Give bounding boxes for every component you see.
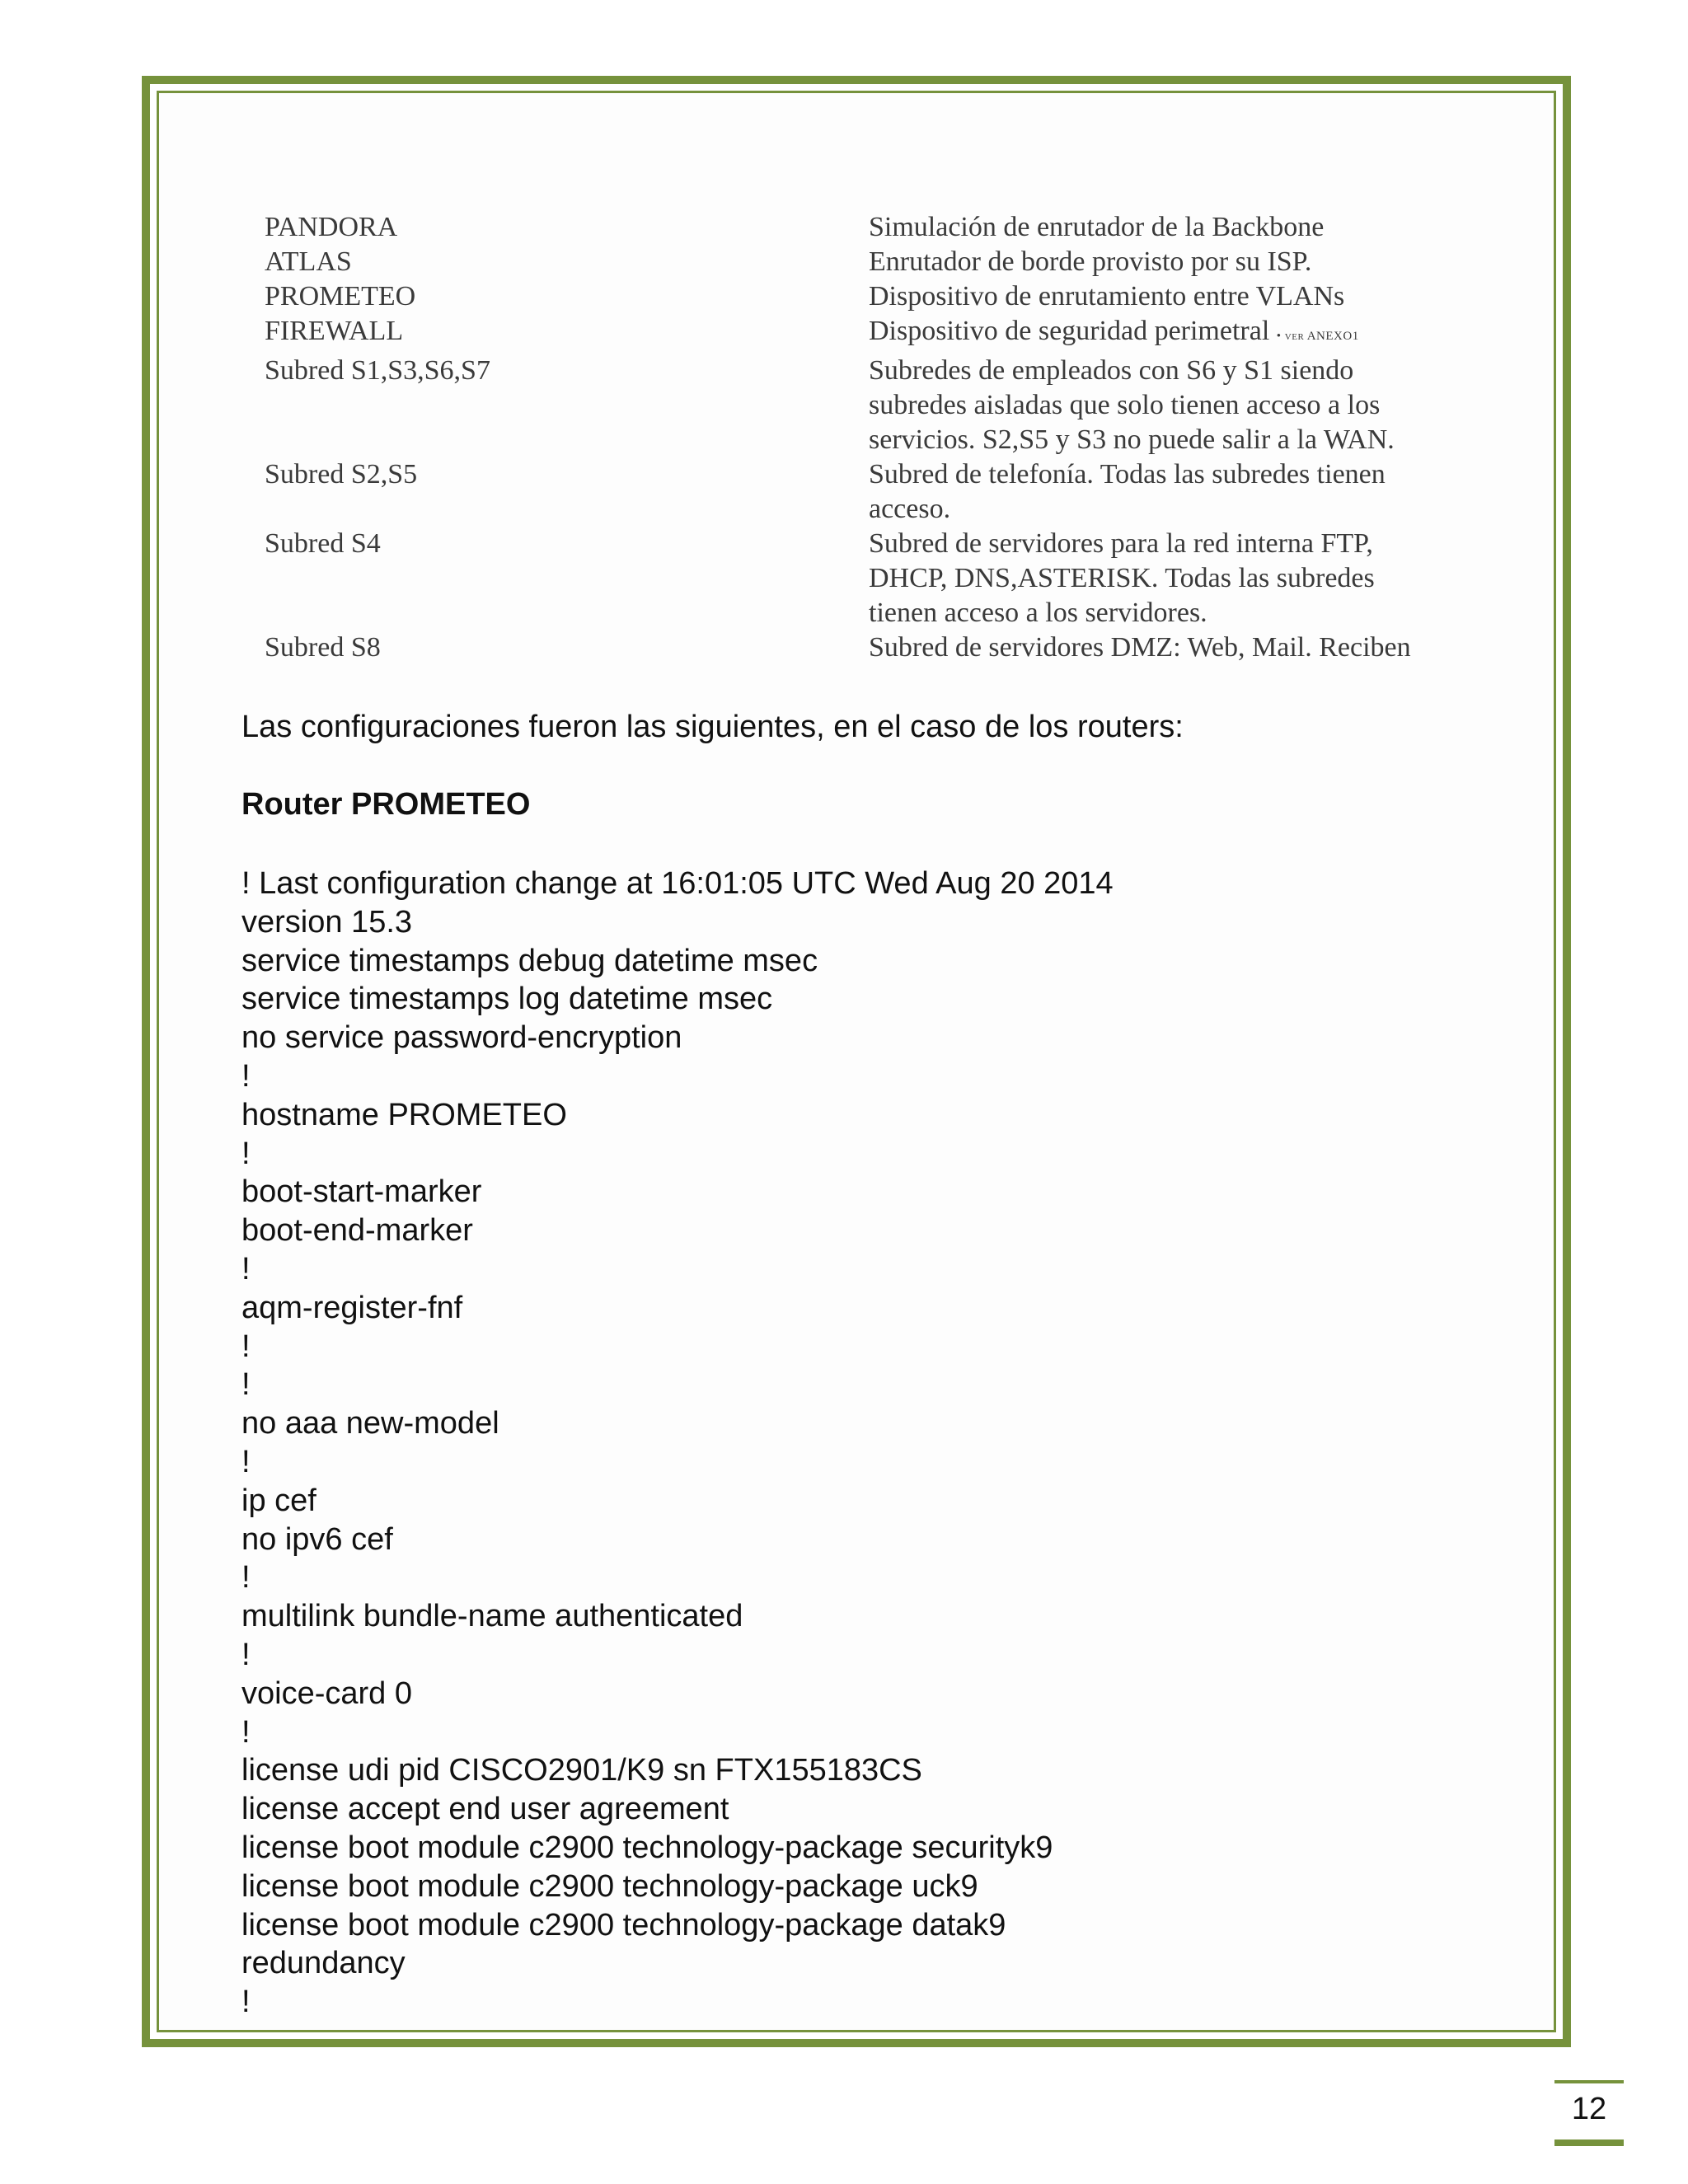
device-table-row: [265, 354, 1460, 457]
device-description-line: [869, 245, 1460, 279]
device-description-line: [869, 630, 1460, 665]
device-description: [869, 279, 1460, 314]
config-line: boot-start-marker: [241, 1174, 482, 1210]
router-config-block: [241, 865, 1114, 2022]
device-name: FIREWALL: [265, 316, 404, 346]
device-name: Subred S1,S3,S6,S7: [265, 355, 490, 386]
device-description-text: servicios. S2,S5 y S3 no puede salir a la WAN.: [869, 424, 1395, 455]
device-description: [869, 314, 1460, 354]
device-description-text: Subred de servidores DMZ: Web, Mail. Reciben: [869, 632, 1411, 663]
device-table-row: [265, 527, 1460, 630]
device-description-line: [869, 492, 1460, 527]
device-description-line: [869, 314, 1460, 354]
config-line: !: [241, 1444, 251, 1479]
config-line: !: [241, 1367, 251, 1403]
device-description-text: subredes aisladas que solo tienen acceso a los: [869, 390, 1381, 420]
page-border-inner: [157, 91, 1556, 2032]
config-line: !: [241, 1560, 251, 1596]
device-description-text: Subred de servidores para la red interna FTP,: [869, 528, 1373, 559]
config-line: no ipv6 cef: [241, 1521, 393, 1557]
device-description-line: [869, 388, 1460, 423]
device-description: [869, 527, 1460, 630]
device-description-line: [869, 561, 1460, 596]
page-content-area: [159, 93, 1554, 2030]
device-description: [869, 210, 1460, 245]
device-name: Subred S4: [265, 528, 381, 559]
device-table-row: [265, 210, 1460, 245]
device-description-line: [869, 210, 1460, 245]
device-description-text: Simulación de enrutador de la Backbone: [869, 212, 1325, 242]
device-description: [869, 245, 1460, 279]
config-line: no aaa new-model: [241, 1406, 499, 1441]
config-line: license boot module c2900 technology-package uck9: [241, 1868, 978, 1904]
config-line: multilink bundle-name authenticated: [241, 1599, 743, 1634]
device-table-row: [265, 245, 1460, 279]
config-line: !: [241, 1251, 251, 1286]
config-line: voice-card 0: [241, 1675, 412, 1711]
device-name: ATLAS: [265, 246, 352, 277]
device-name: PROMETEO: [265, 281, 416, 312]
device-name: Subred S8: [265, 632, 381, 663]
device-description: [869, 354, 1460, 457]
config-line: ip cef: [241, 1483, 316, 1518]
device-description-text: DHCP, DNS,ASTERISK. Todas las subredes: [869, 563, 1375, 593]
device-description-line: [869, 354, 1460, 388]
device-description-line: [869, 279, 1460, 314]
config-line: ! Last configuration change at 16:01:05 UTC Wed Aug 20 2014: [241, 866, 1114, 901]
device-description-text: Subredes de empleados con S6 y S1 siendo: [869, 355, 1354, 386]
device-table-row: [265, 457, 1460, 527]
config-line: service timestamps debug datetime msec: [241, 943, 818, 978]
device-description-line: [869, 527, 1460, 561]
device-table: [265, 210, 1460, 665]
device-description-line: [869, 457, 1460, 492]
device-table-row: [265, 279, 1460, 314]
device-description-text: tienen acceso a los servidores.: [869, 598, 1207, 628]
device-description-text: acceso.: [869, 494, 951, 524]
device-description-text: Dispositivo de seguridad perimetral: [869, 316, 1270, 346]
device-table-row: [265, 630, 1460, 665]
config-line: !: [241, 1714, 251, 1750]
config-line: license boot module c2900 technology-package securityk9: [241, 1830, 1053, 1865]
config-line: !: [241, 1985, 251, 2020]
device-name: PANDORA: [265, 212, 398, 242]
device-description: [869, 457, 1460, 527]
device-description-line: [869, 423, 1460, 457]
config-line: !: [241, 1058, 251, 1094]
config-line: !: [241, 1637, 251, 1672]
config-line: license udi pid CISCO2901/K9 sn FTX155183CS: [241, 1753, 922, 1788]
device-description-note: • ver ANEXO1: [1276, 330, 1359, 343]
config-line: license boot module c2900 technology-package datak9: [241, 1907, 1006, 1943]
page-number-box: [1554, 2080, 1624, 2146]
config-line: service timestamps log datetime msec: [241, 982, 773, 1017]
intro-text: Las configuraciones fueron las siguientes, en el caso de los routers:: [241, 710, 1184, 744]
device-description: [869, 630, 1460, 665]
device-description-line: [869, 596, 1460, 630]
page-number: 12: [1571, 2092, 1607, 2126]
config-line: boot-end-marker: [241, 1213, 473, 1249]
device-table-row: [265, 314, 1460, 354]
device-name: Subred S2,S5: [265, 459, 418, 490]
config-line: redundancy: [241, 1946, 406, 1981]
page-border-outer: [142, 76, 1571, 2047]
device-description-text: Dispositivo de enrutamiento entre VLANs: [869, 281, 1345, 312]
page-number-rule-top: [1554, 2080, 1624, 2083]
config-line: aqm-register-fnf: [241, 1290, 463, 1325]
config-line: !: [241, 1136, 251, 1171]
device-description-text: Subred de telefonía. Todas las subredes tienen: [869, 459, 1386, 490]
config-line: !: [241, 1329, 251, 1364]
device-description-text: Enrutador de borde provisto por su ISP.: [869, 246, 1312, 277]
config-line: version 15.3: [241, 904, 413, 940]
router-heading: Router PROMETEO: [241, 787, 531, 822]
config-line: license accept end user agreement: [241, 1792, 729, 1827]
config-line: hostname PROMETEO: [241, 1097, 567, 1132]
config-line: no service password-encryption: [241, 1020, 682, 1056]
page-number-rule-bottom: [1554, 2139, 1624, 2146]
